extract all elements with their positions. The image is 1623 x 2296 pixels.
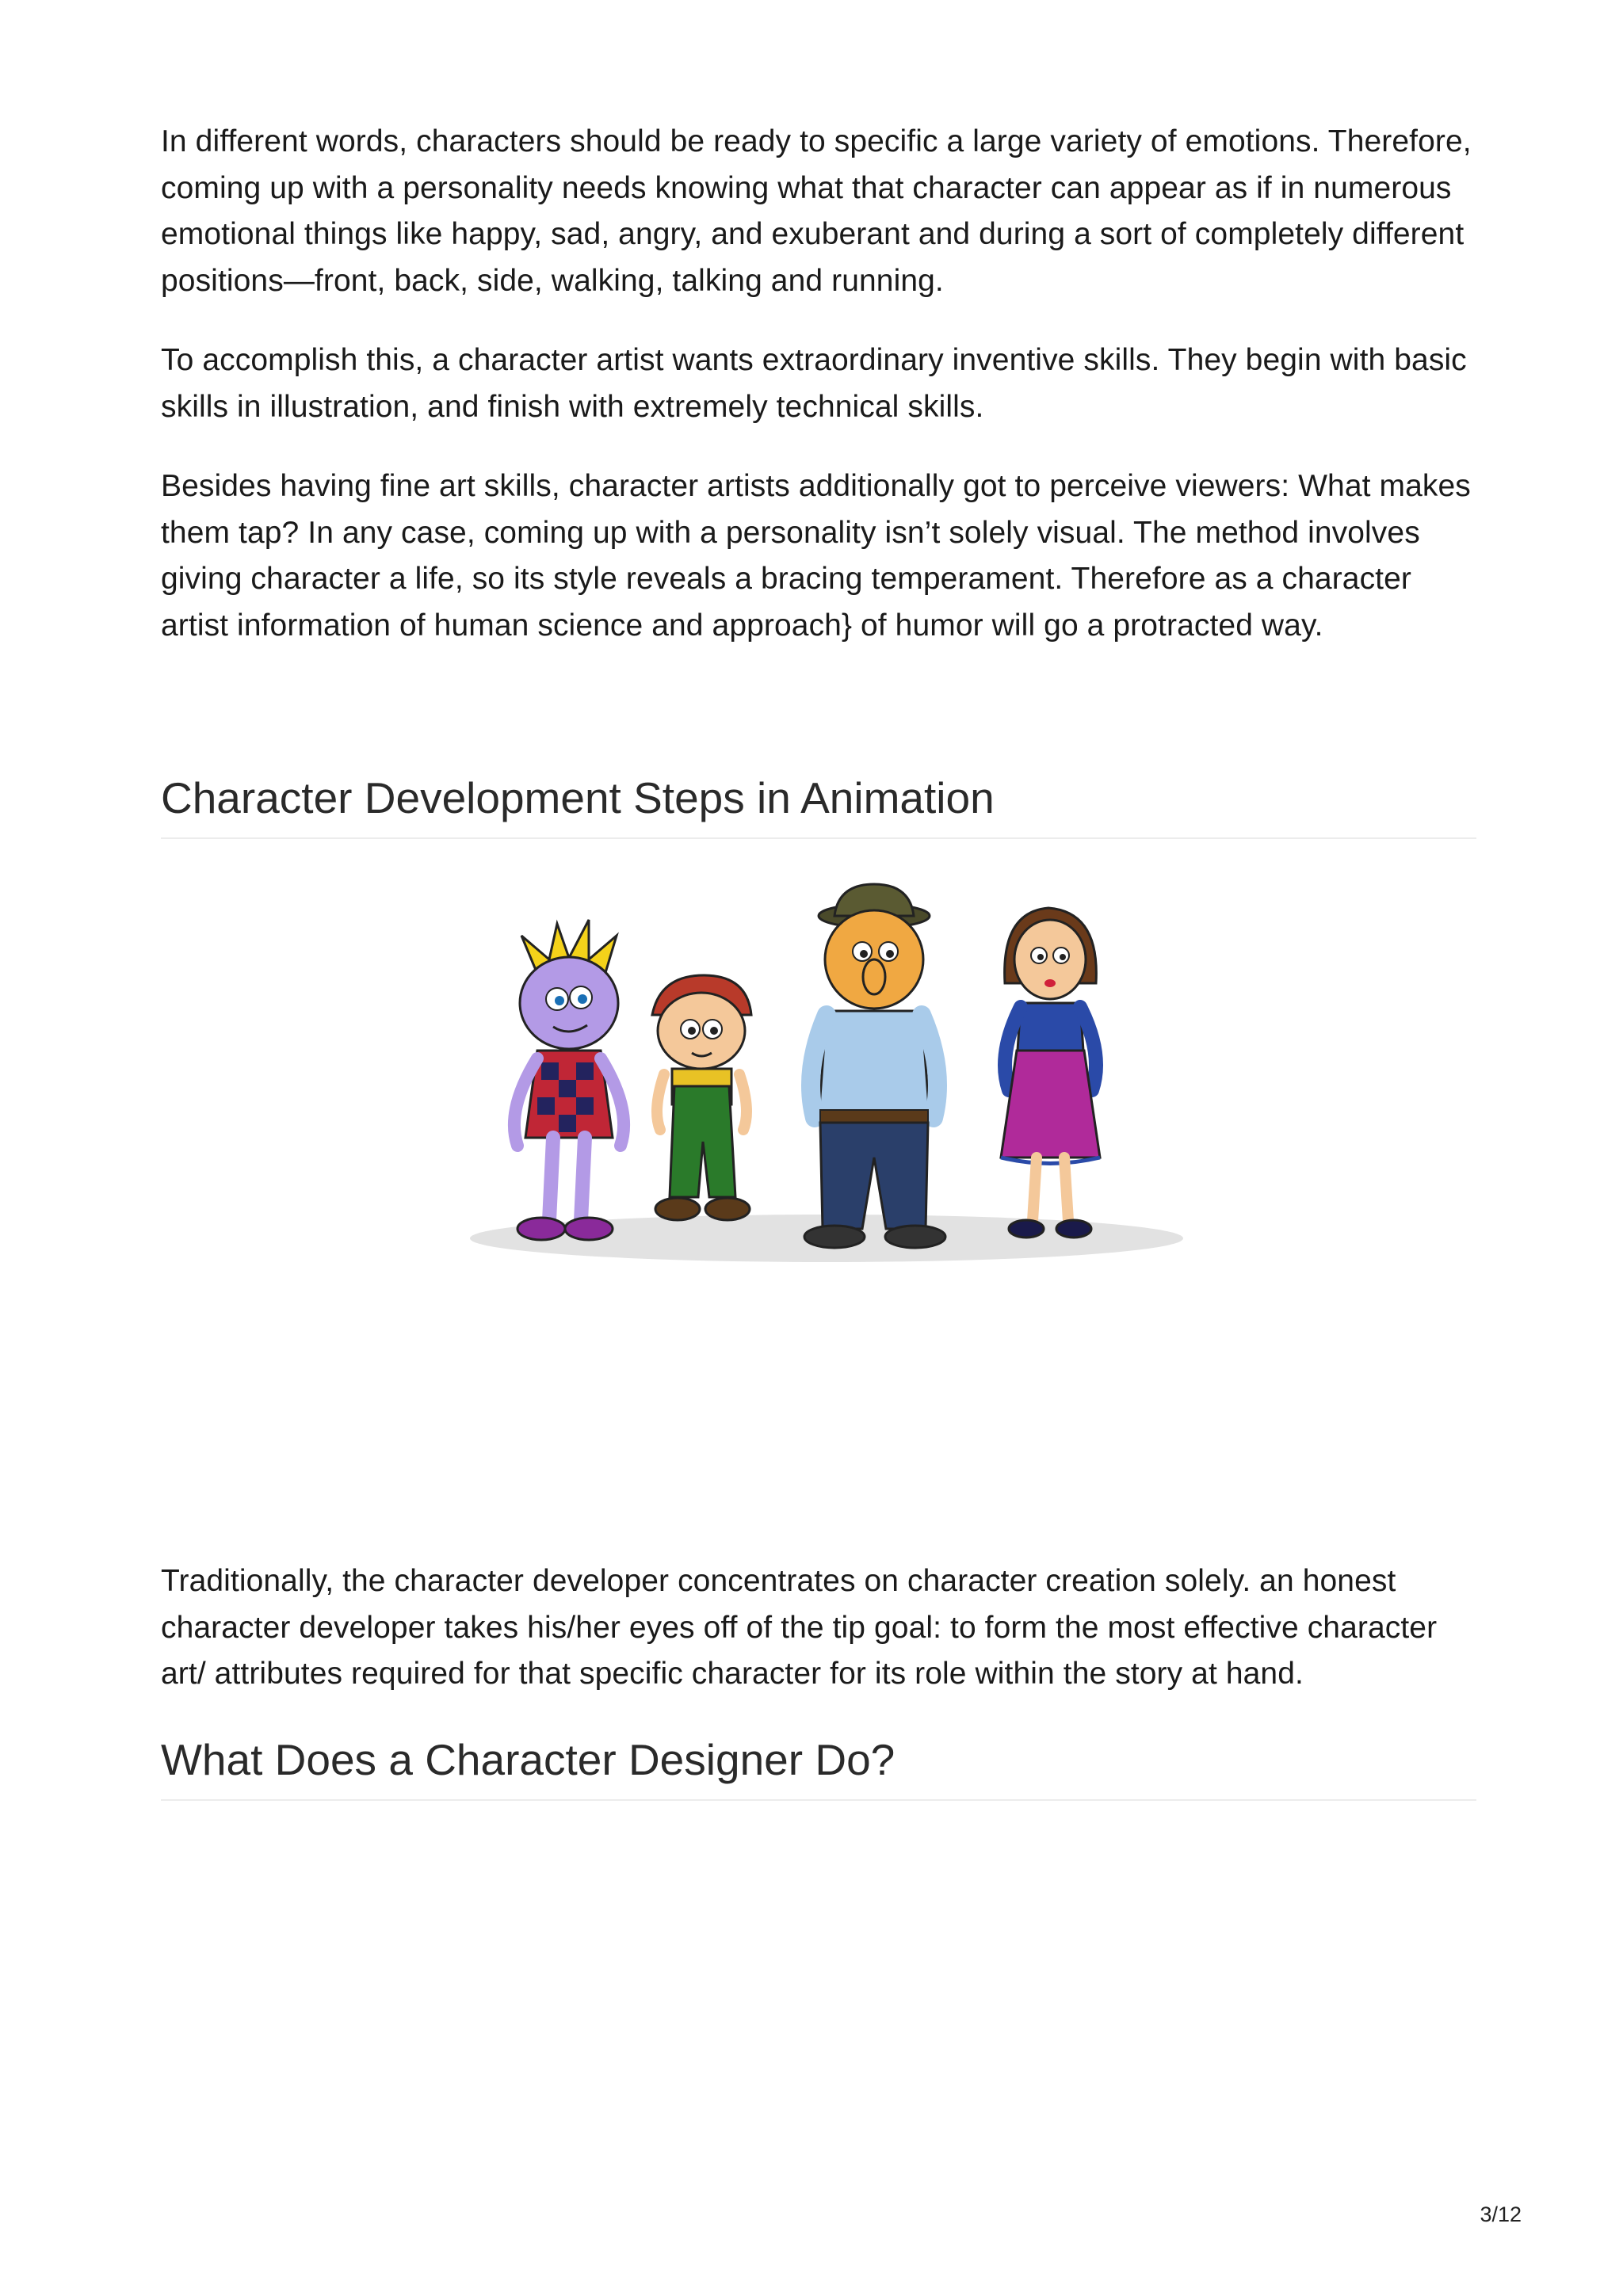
man-character [804, 884, 945, 1248]
paragraph-skills: To accomplish this, a character artist wants extraordinary inventive skills. They begin with basic skills in illustration, and finish with extremely technical skills. [161, 343, 1467, 424]
paragraph-traditionally: Traditionally, the character developer concentrates on character creation solely. an honest character developer takes his/her eyes off of the tip goal: to form the most effective character art/ attributes required for that specific character for its role within the story at hand. [161, 1564, 1438, 1691]
heading-character-designer: What Does a Character Designer Do? [161, 1731, 1476, 1801]
purple-girl-character [514, 920, 624, 1240]
paragraph-emotions: In different words, characters should be ready to specific a large variety of emotions. Therefore, coming up with a personality needs knowing what that character can appear as if in numerous emotional things like happy, sad, angry, and exuberant and during a sort of completely different positions—front, back, side, walking, talking and running. [161, 124, 1472, 298]
boy-character [652, 975, 751, 1220]
woman-character [1001, 908, 1100, 1238]
article-content [161, 119, 1476, 1801]
characters-figure [161, 880, 1476, 1498]
page-number: 3/12 [1480, 2203, 1522, 2226]
cartoon-characters-illustration [462, 880, 1191, 1498]
paragraph-viewers: Besides having fine art skills, character artists additionally got to perceive viewers: What makes them tap? In any case, coming up with a personality isn’t solely visual. The method involves giving character a life, so its style reveals a bracing temperament. Therefore as a character artist information of human science and approach} of humor will go a protracted way. [161, 469, 1471, 643]
heading-development-steps: Character Development Steps in Animation [161, 769, 1476, 839]
